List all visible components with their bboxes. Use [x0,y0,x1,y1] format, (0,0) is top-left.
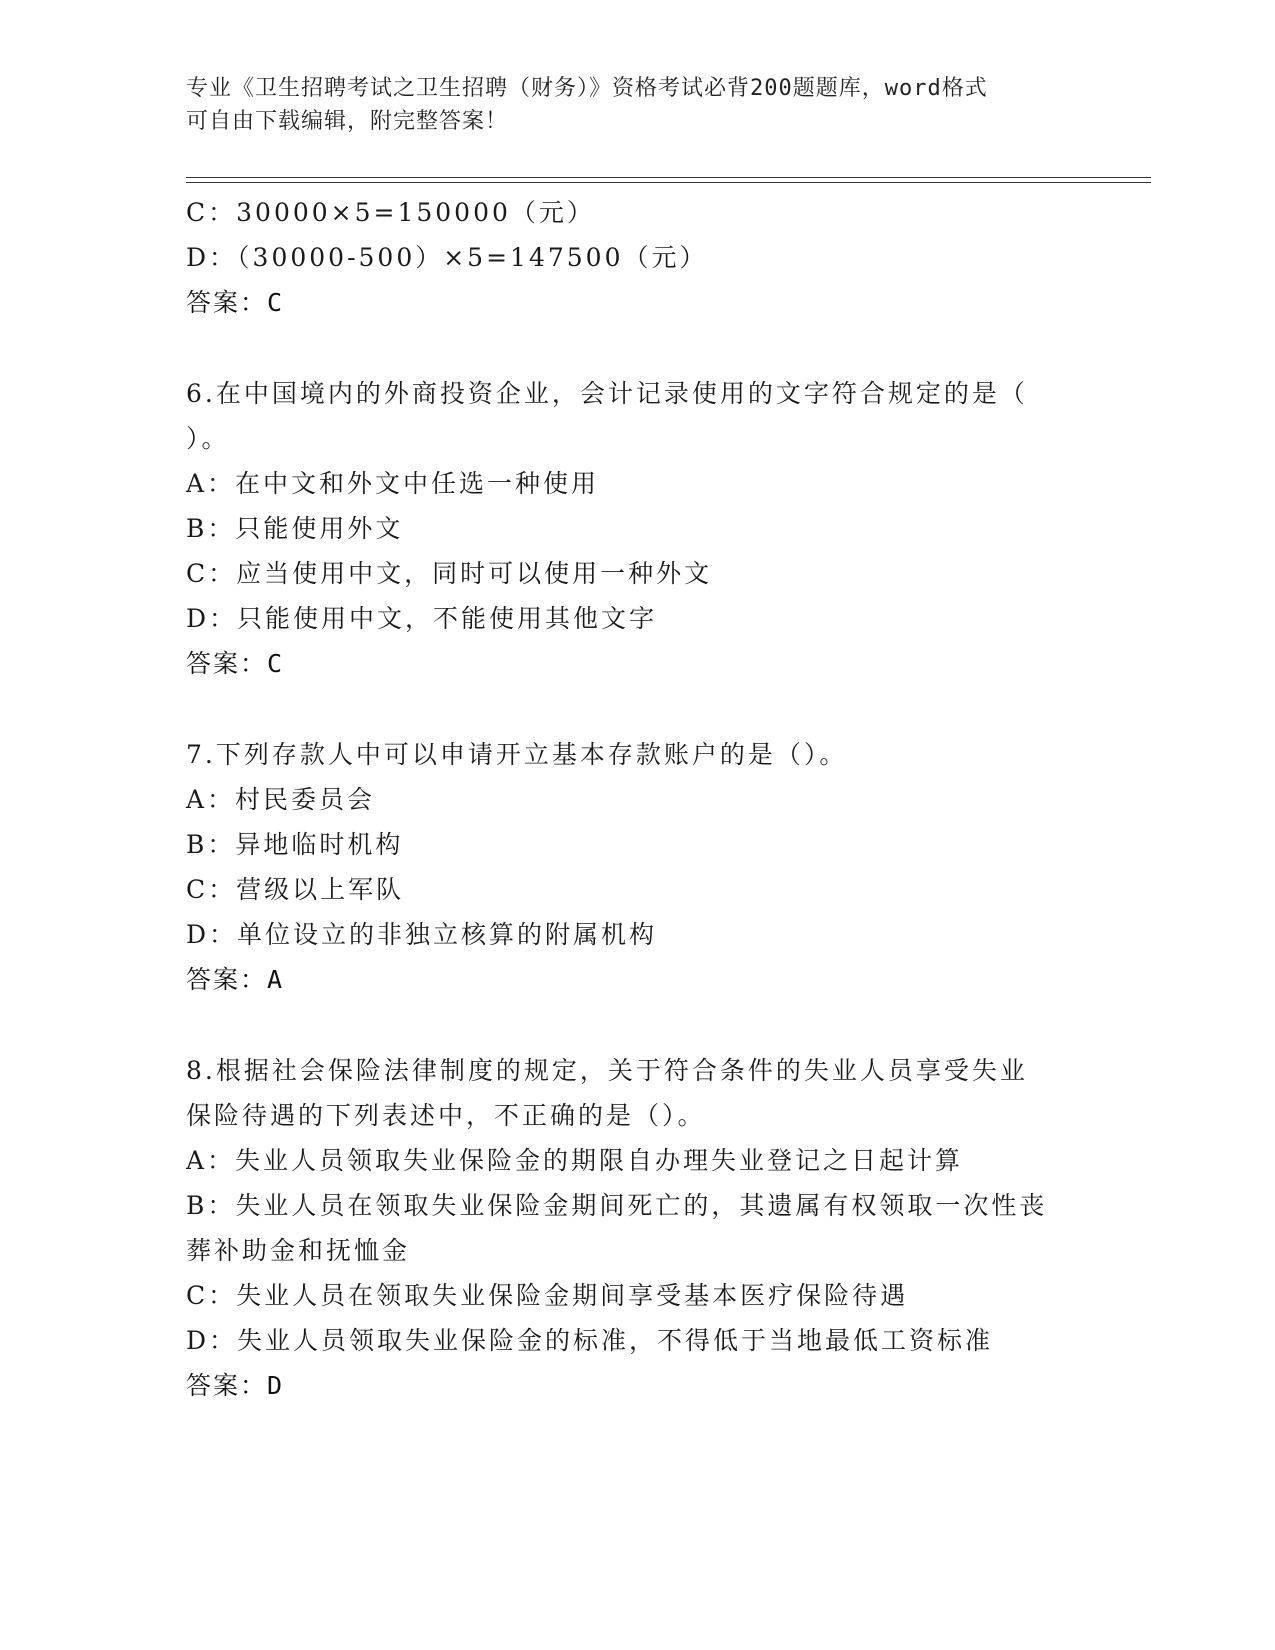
answer-label: 答案： [186,649,268,678]
question-text-line: ）。 [186,424,230,453]
question-text-line: 7.下列存款人中可以申请开立基本存款账户的是（）。 [186,740,848,769]
prev-question-block [186,190,1086,325]
answer-line [186,1363,1086,1408]
option-d: D：只能使用中文，不能使用其他文字 [186,604,658,633]
spacer [186,686,1086,732]
option-b-continued: 葬补助金和抚恤金 [186,1236,411,1265]
option-c: C：应当使用中文，同时可以使用一种外文 [186,559,713,588]
option-b: B：异地临时机构 [186,830,404,859]
question-6-block [186,371,1086,686]
option-c: C：失业人员在领取失业保险金期间享受基本医疗保险待遇 [186,1281,909,1310]
answer-value: A [267,965,284,994]
header-divider-top [186,177,1151,178]
question-text-line: 8.根据社会保险法律制度的规定，关于符合条件的失业人员享受失业 [186,1056,1028,1085]
option-d: D：单位设立的非独立核算的附属机构 [186,920,658,949]
option-a: A：失业人员领取失业保险金的期限自办理失业登记之日起计算 [186,1146,964,1175]
answer-label: 答案： [186,288,268,317]
option-c: C：30000×5=150000（元） [186,198,595,227]
header-line-2: 可自由下载编辑，附完整答案！ [186,109,509,134]
answer-value: D [267,1371,284,1400]
header-line-1: 专业《卫生招聘考试之卫生招聘（财务）》资格考试必背200题题库，word格式 [186,76,988,101]
option-a: A：村民委员会 [186,785,376,814]
option-a: A：在中文和外文中任选一种使用 [186,469,600,498]
answer-value: C [267,649,284,678]
document-header [186,72,1066,138]
question-7-block [186,732,1086,1002]
option-b: B：只能使用外文 [186,514,404,543]
answer-label: 答案： [186,965,268,994]
document-body [186,190,1086,1408]
answer-value: C [267,288,284,317]
spacer [186,1002,1086,1048]
answer-line [186,641,1086,686]
option-b: B：失业人员在领取失业保险金期间死亡的，其遗属有权领取一次性丧 [186,1191,1048,1220]
question-text-line: 6.在中国境内的外商投资企业，会计记录使用的文字符合规定的是（ [186,379,1028,408]
answer-line [186,957,1086,1002]
spacer [186,325,1086,371]
answer-label: 答案： [186,1371,268,1400]
option-d: D：失业人员领取失业保险金的标准，不得低于当地最低工资标准 [186,1326,994,1355]
option-c: C：营级以上军队 [186,875,405,904]
header-divider-bottom [186,182,1151,183]
option-d: D：（30000-500）×5=147500（元） [186,243,708,272]
answer-line [186,280,1086,325]
question-8-block [186,1048,1086,1408]
question-text-line: 保险待遇的下列表述中，不正确的是（）。 [186,1101,706,1130]
